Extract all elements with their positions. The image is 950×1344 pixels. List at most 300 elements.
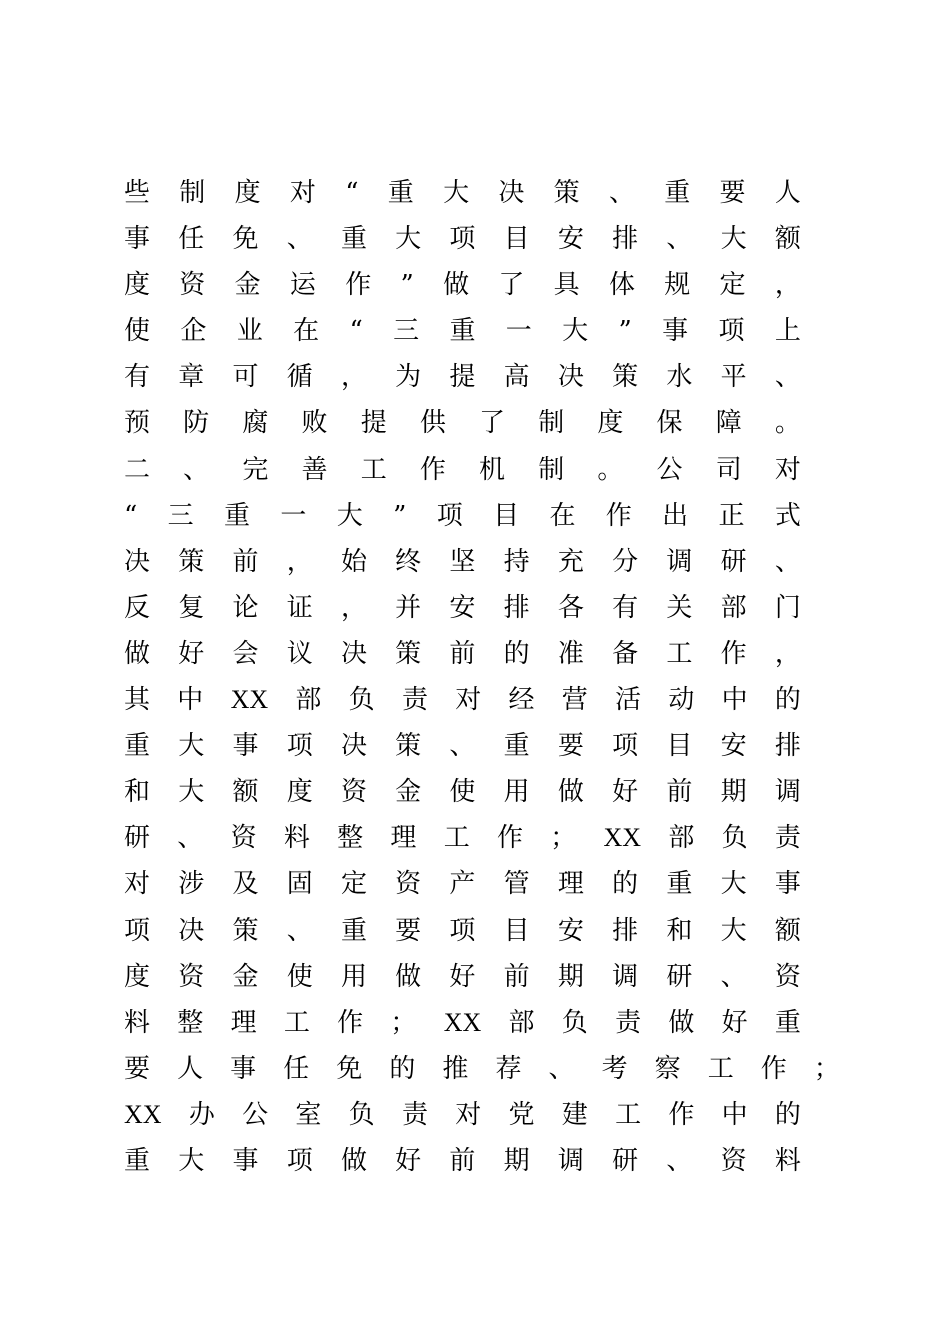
glyph: 对 <box>124 869 151 900</box>
glyph: 的 <box>612 869 639 900</box>
glyph: 三 <box>167 500 194 531</box>
glyph: 一 <box>280 500 307 531</box>
glyph: 负 <box>348 1099 375 1130</box>
glyph: 做 <box>668 1007 695 1038</box>
glyph: 推 <box>442 1053 469 1084</box>
text-line <box>124 954 801 1000</box>
glyph: 要 <box>395 915 422 946</box>
glyph: 、 <box>286 224 313 255</box>
glyph: 料 <box>283 823 310 854</box>
glyph: 重 <box>340 224 367 255</box>
glyph: 持 <box>503 546 530 577</box>
glyph: 目 <box>503 915 530 946</box>
text-line <box>124 493 801 539</box>
glyph: 高 <box>503 362 530 393</box>
glyph: 重 <box>124 731 151 762</box>
glyph: 排 <box>503 592 530 623</box>
glyph: 提 <box>449 362 476 393</box>
glyph: 工 <box>360 454 387 485</box>
glyph: 理 <box>390 823 417 854</box>
glyph: 策 <box>395 638 422 669</box>
glyph: 作 <box>668 1099 695 1130</box>
glyph: 大 <box>395 224 422 255</box>
glyph: 期 <box>720 777 747 808</box>
glyph: 资 <box>395 869 422 900</box>
glyph: 资 <box>179 270 206 301</box>
text-line <box>124 262 801 308</box>
glyph: 工 <box>707 1053 734 1084</box>
glyph: 期 <box>557 961 584 992</box>
glyph: 事 <box>124 224 151 255</box>
glyph: 事 <box>232 731 259 762</box>
glyph: 料 <box>124 1007 151 1038</box>
glyph: 、 <box>548 1053 575 1084</box>
glyph: 项 <box>612 731 639 762</box>
glyph: 研 <box>124 823 151 854</box>
glyph: 可 <box>232 362 259 393</box>
glyph: 重 <box>664 178 691 208</box>
glyph: 大 <box>720 915 747 946</box>
text-line <box>124 216 801 262</box>
glyph: 安 <box>557 224 584 255</box>
glyph: 策 <box>612 362 639 393</box>
glyph: 金 <box>232 961 259 992</box>
glyph: 。 <box>774 408 801 439</box>
text-line <box>124 354 801 400</box>
glyph: 前 <box>232 546 259 577</box>
glyph: 正 <box>718 500 745 531</box>
glyph: 水 <box>666 362 693 393</box>
glyph: 党 <box>508 1099 535 1130</box>
glyph: 规 <box>664 270 691 301</box>
glyph: 在 <box>293 316 320 347</box>
glyph: 中 <box>721 685 748 716</box>
glyph: 的 <box>774 685 801 716</box>
glyph: 终 <box>395 546 422 577</box>
glyph: 大 <box>336 500 363 531</box>
glyph: 人 <box>177 1053 204 1084</box>
glyph: 大 <box>562 316 589 347</box>
text-line <box>124 1092 801 1138</box>
glyph: 资 <box>340 777 367 808</box>
glyph: 用 <box>503 777 530 808</box>
glyph: ， <box>340 362 367 393</box>
glyph: 机 <box>479 454 506 485</box>
glyph: 做 <box>124 638 151 669</box>
glyph: 出 <box>662 500 689 531</box>
glyph: 具 <box>553 270 580 301</box>
glyph: 为 <box>395 362 422 393</box>
glyph: 决 <box>498 178 525 208</box>
glyph: 安 <box>720 731 747 762</box>
glyph: 作 <box>720 638 747 669</box>
glyph: 度 <box>286 777 313 808</box>
glyph: 重 <box>774 1007 801 1038</box>
glyph: 有 <box>124 362 151 393</box>
glyph: 大 <box>178 1145 205 1176</box>
glyph: 调 <box>612 961 639 992</box>
glyph: 项 <box>436 500 463 531</box>
text-line <box>124 585 801 631</box>
glyph: 决 <box>340 638 367 669</box>
glyph: 大 <box>443 178 470 208</box>
glyph: 资 <box>720 1145 747 1176</box>
glyph: 中 <box>721 1099 748 1130</box>
glyph: 经 <box>508 685 535 716</box>
glyph: 调 <box>666 546 693 577</box>
glyph: 金 <box>395 777 422 808</box>
glyph: 理 <box>557 869 584 900</box>
glyph: 度 <box>597 408 624 439</box>
glyph: 备 <box>612 638 639 669</box>
glyph: 好 <box>178 638 205 669</box>
glyph: 和 <box>666 915 693 946</box>
glyph: 调 <box>557 1145 584 1176</box>
glyph: ， <box>340 592 367 623</box>
glyph: 排 <box>612 915 639 946</box>
glyph: 使 <box>286 961 313 992</box>
glyph: 目 <box>503 224 530 255</box>
text-line <box>124 400 801 446</box>
glyph: 重 <box>124 1145 151 1176</box>
glyph: ” <box>393 500 407 531</box>
glyph: 作 <box>496 823 523 854</box>
glyph: ； <box>550 823 577 854</box>
glyph: 金 <box>234 270 261 301</box>
glyph: 各 <box>557 592 584 623</box>
glyph: 工 <box>666 638 693 669</box>
glyph: 做 <box>395 961 422 992</box>
glyph: 论 <box>232 592 259 623</box>
text-line <box>124 539 801 585</box>
glyph: 有 <box>612 592 639 623</box>
glyph: 用 <box>340 961 367 992</box>
glyph: 大 <box>720 224 747 255</box>
glyph: 三 <box>393 316 420 347</box>
glyph: 了 <box>498 270 525 301</box>
glyph: 事 <box>662 316 689 347</box>
text-line <box>124 447 801 493</box>
glyph: 度 <box>234 178 261 208</box>
text-line <box>124 908 801 954</box>
glyph: 议 <box>286 638 313 669</box>
glyph: 一 <box>505 316 532 347</box>
glyph: 体 <box>608 270 635 301</box>
glyph: 任 <box>283 1053 310 1084</box>
glyph: 企 <box>180 316 207 347</box>
glyph: ” <box>618 316 632 347</box>
glyph: 前 <box>666 777 693 808</box>
glyph: 上 <box>774 316 801 347</box>
glyph: 好 <box>612 777 639 808</box>
glyph: ， <box>286 546 313 577</box>
glyph: 目 <box>493 500 520 531</box>
glyph: 重 <box>503 731 530 762</box>
glyph: 整 <box>177 1007 204 1038</box>
glyph: 负 <box>721 823 748 854</box>
glyph: 人 <box>774 178 801 208</box>
glyph: 的 <box>389 1053 416 1084</box>
glyph: 部 <box>668 823 695 854</box>
glyph: 产 <box>449 869 476 900</box>
glyph: 策 <box>553 178 580 208</box>
glyph: 部 <box>508 1007 535 1038</box>
glyph: 关 <box>666 592 693 623</box>
glyph: 研 <box>720 546 747 577</box>
glyph: 涉 <box>178 869 205 900</box>
glyph: 室 <box>295 1099 322 1130</box>
glyph: 固 <box>286 869 313 900</box>
glyph: 好 <box>721 1007 748 1038</box>
glyph: 责 <box>401 685 428 716</box>
text-line <box>124 1138 801 1184</box>
glyph: 善 <box>301 454 328 485</box>
glyph: 大 <box>178 777 205 808</box>
glyph: 其 <box>124 685 151 716</box>
document-body <box>124 170 840 1184</box>
glyph: 制 <box>179 178 206 208</box>
glyph: 作 <box>337 1007 364 1038</box>
glyph: 提 <box>360 408 387 439</box>
glyph: 对 <box>455 685 482 716</box>
glyph: 项 <box>718 316 745 347</box>
glyph: 前 <box>503 961 530 992</box>
glyph: 些 <box>124 178 151 208</box>
glyph: 目 <box>666 731 693 762</box>
glyph: 决 <box>557 362 584 393</box>
glyph: 分 <box>612 546 639 577</box>
glyph: ； <box>813 1053 840 1084</box>
glyph: 对 <box>774 454 801 485</box>
glyph: 期 <box>503 1145 530 1176</box>
glyph: 和 <box>124 777 151 808</box>
glyph: 重 <box>449 316 476 347</box>
glyph: 办 <box>188 1099 215 1130</box>
glyph: 策 <box>395 731 422 762</box>
glyph: 度 <box>124 961 151 992</box>
glyph: 使 <box>449 777 476 808</box>
glyph: 决 <box>178 915 205 946</box>
glyph: 运 <box>289 270 316 301</box>
glyph: 、 <box>177 823 204 854</box>
glyph: “ <box>124 500 138 531</box>
glyph: 。 <box>597 454 624 485</box>
text-line <box>124 769 801 815</box>
glyph: 循 <box>286 362 313 393</box>
glyph: 免 <box>232 224 259 255</box>
glyph: ” <box>400 270 414 301</box>
glyph: 作 <box>419 454 446 485</box>
glyph: 章 <box>178 362 205 393</box>
glyph: “ <box>345 178 359 208</box>
glyph: 营 <box>561 685 588 716</box>
glyph: 障 <box>715 408 742 439</box>
glyph: 理 <box>230 1007 257 1038</box>
text-line <box>124 1046 840 1092</box>
glyph: 作 <box>345 270 372 301</box>
glyph: 要 <box>557 731 584 762</box>
glyph: XX <box>603 823 642 853</box>
text-line <box>124 677 801 723</box>
glyph: 项 <box>449 224 476 255</box>
glyph: 好 <box>395 1145 422 1176</box>
glyph: 、 <box>286 915 313 946</box>
glyph: 排 <box>612 224 639 255</box>
glyph: 并 <box>395 592 422 623</box>
glyph: 门 <box>774 592 801 623</box>
glyph: 重 <box>666 869 693 900</box>
glyph: 大 <box>720 869 747 900</box>
glyph: 工 <box>615 1099 642 1130</box>
glyph: 动 <box>668 685 695 716</box>
glyph: 做 <box>340 1145 367 1176</box>
glyph: 负 <box>561 1007 588 1038</box>
glyph: 好 <box>449 961 476 992</box>
glyph: 制 <box>538 454 565 485</box>
glyph: 二 <box>124 454 151 485</box>
glyph: 重 <box>340 915 367 946</box>
glyph: 公 <box>656 454 683 485</box>
glyph: 定 <box>719 270 746 301</box>
glyph: 事 <box>232 1145 259 1176</box>
glyph: 做 <box>557 777 584 808</box>
glyph: 式 <box>774 500 801 531</box>
glyph: 料 <box>774 1145 801 1176</box>
glyph: 整 <box>337 823 364 854</box>
glyph: 司 <box>715 454 742 485</box>
glyph: XX <box>230 685 269 715</box>
glyph: 部 <box>720 592 747 623</box>
glyph: 业 <box>236 316 263 347</box>
glyph: 安 <box>449 592 476 623</box>
glyph: 资 <box>774 961 801 992</box>
glyph: 大 <box>178 731 205 762</box>
glyph: 制 <box>538 408 565 439</box>
glyph: 任 <box>178 224 205 255</box>
glyph: 防 <box>183 408 210 439</box>
glyph: 责 <box>615 1007 642 1038</box>
glyph: XX <box>443 1007 482 1037</box>
glyph: 了 <box>479 408 506 439</box>
glyph: 的 <box>503 638 530 669</box>
glyph: 资 <box>230 823 257 854</box>
glyph: ， <box>774 270 801 301</box>
glyph: 作 <box>760 1053 787 1084</box>
glyph: 负 <box>348 685 375 716</box>
glyph: 公 <box>242 1099 269 1130</box>
glyph: 度 <box>124 270 151 301</box>
glyph: 定 <box>340 869 367 900</box>
glyph: 项 <box>286 1145 313 1176</box>
glyph: “ <box>349 316 363 347</box>
glyph: 安 <box>557 915 584 946</box>
glyph: 、 <box>183 454 210 485</box>
glyph: 作 <box>605 500 632 531</box>
glyph: 做 <box>443 270 470 301</box>
glyph: 复 <box>178 592 205 623</box>
glyph: 对 <box>289 178 316 208</box>
glyph: 及 <box>232 869 259 900</box>
glyph: 、 <box>449 731 476 762</box>
glyph: 重 <box>224 500 251 531</box>
glyph: 的 <box>774 1099 801 1130</box>
glyph: 项 <box>286 731 313 762</box>
glyph: 充 <box>557 546 584 577</box>
glyph: 部 <box>295 685 322 716</box>
glyph: 管 <box>503 869 530 900</box>
glyph: 、 <box>774 362 801 393</box>
glyph: 资 <box>178 961 205 992</box>
glyph: 、 <box>666 1145 693 1176</box>
glyph: 重 <box>387 178 414 208</box>
glyph: 项 <box>124 915 151 946</box>
glyph: 责 <box>774 823 801 854</box>
glyph: 完 <box>242 454 269 485</box>
text-line <box>124 170 801 216</box>
glyph: 策 <box>232 915 259 946</box>
glyph: 荐 <box>495 1053 522 1084</box>
glyph: 、 <box>666 224 693 255</box>
glyph: 、 <box>720 961 747 992</box>
glyph: 决 <box>124 546 151 577</box>
glyph: 额 <box>774 224 801 255</box>
glyph: 在 <box>549 500 576 531</box>
glyph: 责 <box>401 1099 428 1130</box>
glyph: 平 <box>720 362 747 393</box>
glyph: 保 <box>656 408 683 439</box>
glyph: 预 <box>124 408 151 439</box>
glyph: 事 <box>774 869 801 900</box>
glyph: ， <box>774 638 801 669</box>
glyph: 、 <box>608 178 635 208</box>
glyph: 、 <box>774 546 801 577</box>
glyph: 要 <box>124 1053 151 1084</box>
glyph: 研 <box>612 1145 639 1176</box>
glyph: 排 <box>774 731 801 762</box>
glyph: 对 <box>455 1099 482 1130</box>
glyph: 决 <box>340 731 367 762</box>
glyph: ； <box>390 1007 417 1038</box>
glyph: 活 <box>615 685 642 716</box>
glyph: 败 <box>301 408 328 439</box>
glyph: 坚 <box>449 546 476 577</box>
glyph: 供 <box>419 408 446 439</box>
glyph: 会 <box>232 638 259 669</box>
glyph: 察 <box>654 1053 681 1084</box>
glyph: 考 <box>601 1053 628 1084</box>
text-line <box>124 631 801 677</box>
glyph: 策 <box>178 546 205 577</box>
glyph: 工 <box>443 823 470 854</box>
glyph: 前 <box>449 638 476 669</box>
glyph: 中 <box>177 685 204 716</box>
text-line <box>124 308 801 354</box>
glyph: 建 <box>561 1099 588 1130</box>
glyph: 额 <box>774 915 801 946</box>
text-line <box>124 1000 801 1046</box>
glyph: 工 <box>283 1007 310 1038</box>
glyph: XX <box>124 1099 162 1129</box>
glyph: 免 <box>336 1053 363 1084</box>
glyph: 事 <box>230 1053 257 1084</box>
glyph: 使 <box>124 316 151 347</box>
glyph: 研 <box>666 961 693 992</box>
glyph: 证 <box>286 592 313 623</box>
glyph: 反 <box>124 592 151 623</box>
glyph: 项 <box>449 915 476 946</box>
glyph: 额 <box>232 777 259 808</box>
glyph: 腐 <box>242 408 269 439</box>
